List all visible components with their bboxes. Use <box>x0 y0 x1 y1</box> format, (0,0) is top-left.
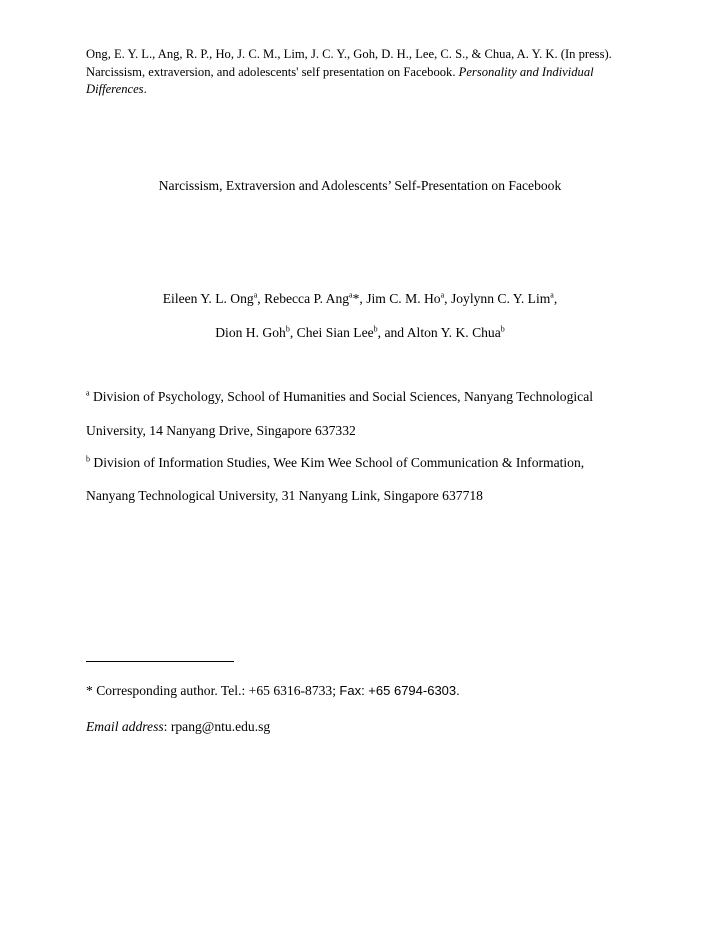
citation-line-1: Ong, E. Y. L., Ang, R. P., Ho, J. C. M., Lim, J. C. Y., Goh, D. H., Lee, C. S., & Chua, A. Y. K. (In press). <box>86 47 612 61</box>
author-affil-marker: b <box>373 324 378 334</box>
author-name: Joylynn C. Y. Lim <box>450 291 551 306</box>
author-sep: , <box>444 291 451 306</box>
citation-journal-part1: Personality and Individual <box>458 64 594 79</box>
author-sep: *, <box>352 291 367 306</box>
citation-block <box>86 46 646 99</box>
footnote-divider <box>86 661 234 662</box>
affiliation-a-line-1 <box>86 387 646 407</box>
citation-line-3 <box>86 81 646 99</box>
author-affil-marker: b <box>285 324 290 334</box>
affiliation-a-line-2: University, 14 Nanyang Drive, Singapore 637332 <box>86 423 356 438</box>
author-name: Rebecca P. Ang <box>264 291 350 306</box>
author-sep: , and <box>377 325 407 340</box>
citation-journal-part2: Differences <box>86 82 144 96</box>
paper-title: Narcissism, Extraversion and Adolescents’ Self-Presentation on Facebook <box>158 178 562 193</box>
author-sep: , <box>289 325 297 340</box>
citation-article-title: Narcissism, extraversion, and adolescents' self presentation on Facebook. <box>86 64 459 79</box>
affiliation-marker: a <box>86 388 90 398</box>
author-affil-marker: a <box>349 290 353 300</box>
affiliation-text: Division of Information Studies, Wee Kim Wee School of Communication & Information, <box>90 455 585 470</box>
author-affil-marker: a <box>440 290 445 300</box>
author-affil-marker: b <box>500 324 505 334</box>
author-affil-marker: a <box>550 290 554 300</box>
affiliation-marker: b <box>86 454 90 464</box>
corresponding-author-note <box>86 681 460 701</box>
affiliation-text: Division of Psychology, School of Humanities and Social Sciences, Nanyang Technological <box>89 389 594 404</box>
email-separator: : <box>163 719 171 734</box>
author-name: Jim C. M. Ho <box>366 291 441 306</box>
email-label: Email address <box>86 719 164 734</box>
author-name: Dion H. Goh <box>215 325 286 340</box>
affiliation-b-line-2: Nanyang Technological University, 31 Nanyang Link, Singapore 637718 <box>86 488 483 503</box>
citation-end: . <box>143 82 147 96</box>
email-line <box>86 717 270 737</box>
corresponding-author-text: * Corresponding author. Tel.: +65 6316-8733; <box>86 683 340 698</box>
author-sep: , <box>257 291 265 306</box>
author-sep: , <box>553 291 558 306</box>
authors-line-1 <box>0 289 720 309</box>
author-affil-marker: a <box>253 290 258 300</box>
citation-line-2 <box>86 64 646 82</box>
author-name: Chei Sian Lee <box>296 325 374 340</box>
authors-line-2 <box>0 323 720 343</box>
author-name: Eileen Y. L. Ong <box>162 291 254 306</box>
author-name: Alton Y. K. Chua <box>406 325 501 340</box>
affiliation-b-line-1 <box>86 453 646 473</box>
email-address[interactable]: rpang@ntu.edu.sg <box>170 719 271 734</box>
fax-number: Fax: +65 6794-6303. <box>339 683 460 698</box>
